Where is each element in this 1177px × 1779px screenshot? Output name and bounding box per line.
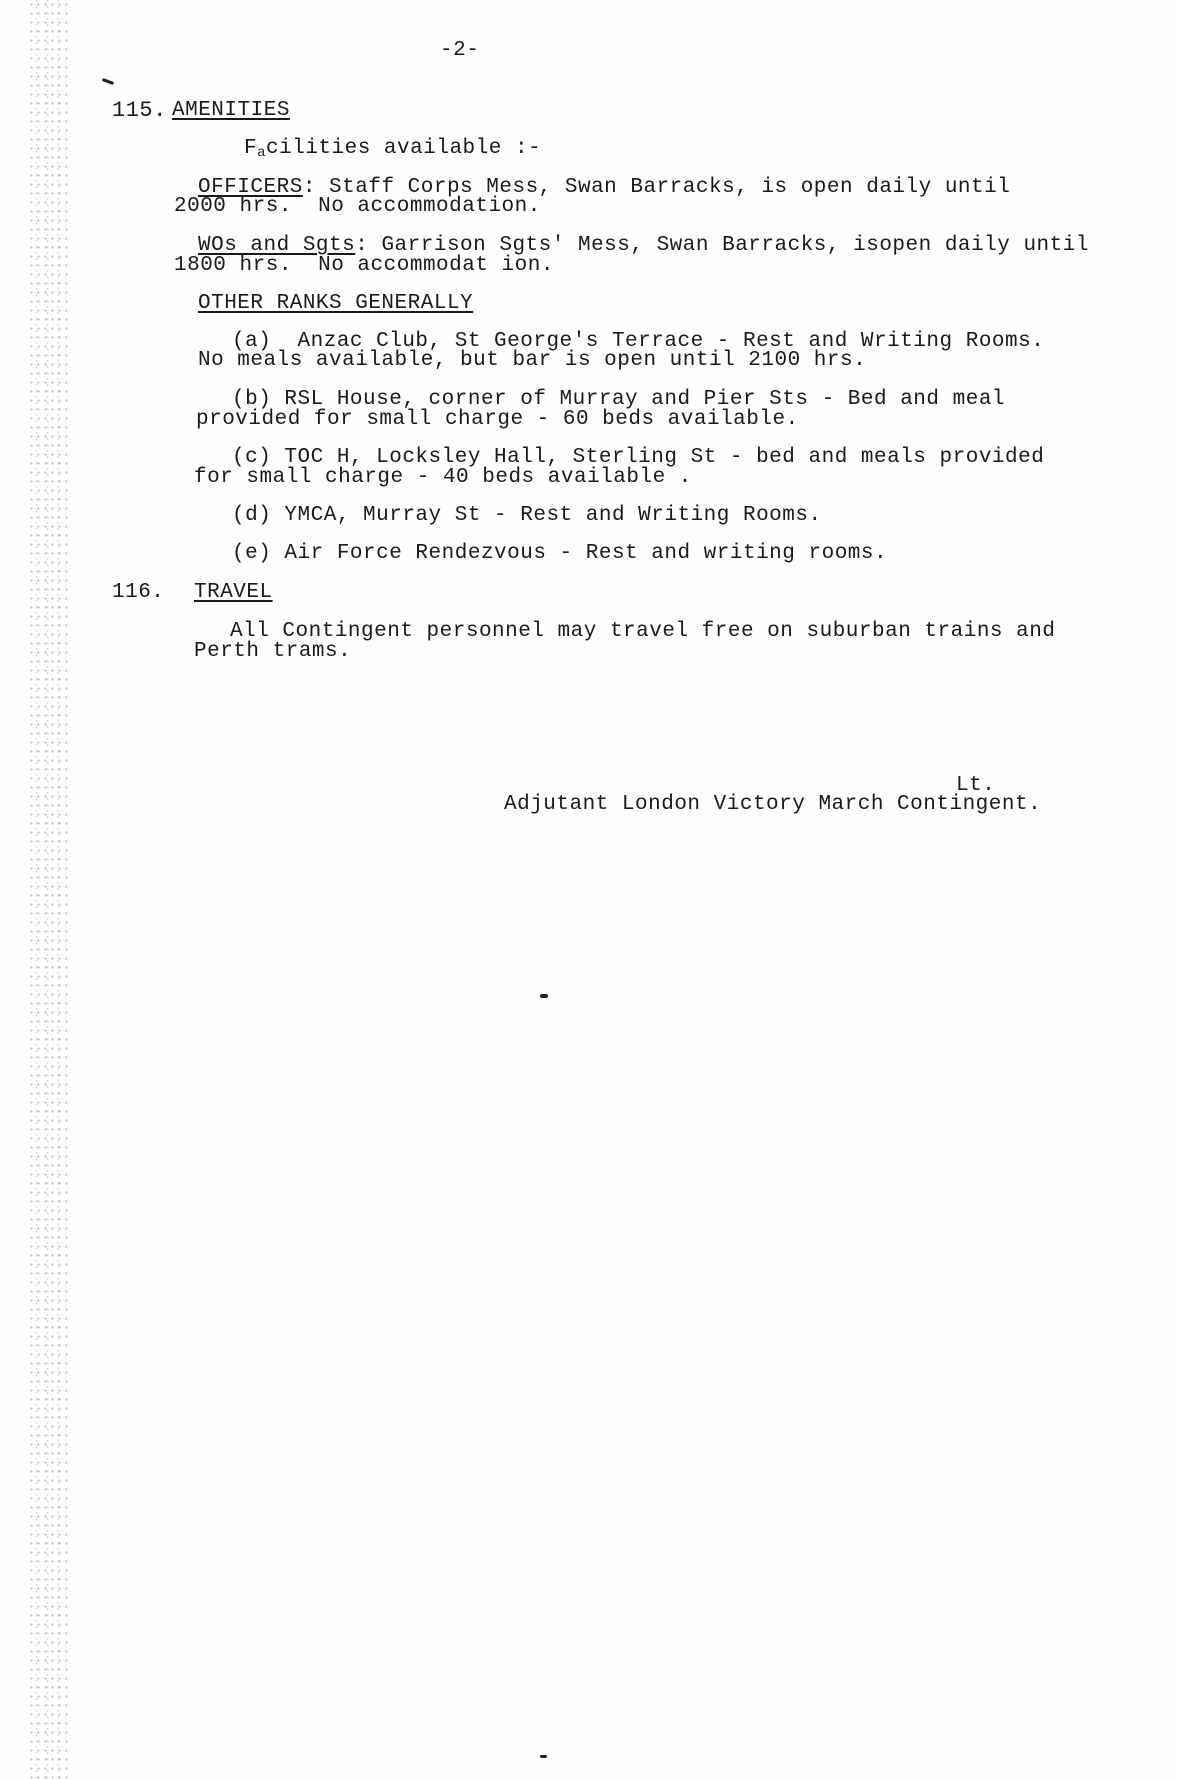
list-item-line: provided for small charge - 60 beds available. [196,408,799,431]
facilities-intro: Facilities available :- [244,137,542,161]
section-number: 116. [112,581,165,604]
section-heading: TRAVEL [194,581,273,604]
scan-edge-noise [28,0,68,1779]
wos-sgts-label: WOs and Sgts [198,234,356,257]
other-ranks-heading: OTHER RANKS GENERALLY [198,292,474,315]
list-item-line: (a) Anzac Club, St George's Terrace - Rest and Writing Rooms. [232,330,1045,353]
list-item-line: for small charge - 40 beds available . [194,466,692,489]
officers-line-2: 2000 hrs. No accommodation. [174,195,541,218]
ink-mark [540,1755,547,1758]
officers-label: OFFICERS [198,176,303,199]
page-number: -2- [440,39,480,62]
list-item-line: (e) Air Force Rendezvous - Rest and writing rooms. [232,542,888,565]
ink-mark [102,78,114,85]
signature-title: Adjutant London Victory March Contingent. [504,793,1042,816]
officers-line-1: OFFICERS: Staff Corps Mess, Swan Barracks, is open daily until [198,176,1011,199]
list-item-line: (c) TOC H, Locksley Hall, Sterling St - bed and meals provided [232,446,1045,469]
wos-sgts-line-1: WOs and Sgts: Garrison Sgts' Mess, Swan Barracks, isopen daily until [198,234,1089,257]
list-item-line: (b) RSL House, corner of Murray and Pier Sts - Bed and meal [232,388,1006,411]
list-item-line: (d) YMCA, Murray St - Rest and Writing Rooms. [232,504,822,527]
wos-sgts-line-2: 1800 hrs. No accommodat ion. [174,254,554,277]
list-item-line: No meals available, but bar is open until 2100 hrs. [198,349,867,372]
section-number: 115. [112,98,167,123]
travel-line-1: All Contingent personnel may travel free on suburban trains and [230,620,1056,643]
section-heading: AMENITIES [172,99,290,122]
ink-mark [540,994,548,998]
travel-line-2: Perth trams. [194,640,352,663]
signature-rank: Lt. [956,774,996,797]
